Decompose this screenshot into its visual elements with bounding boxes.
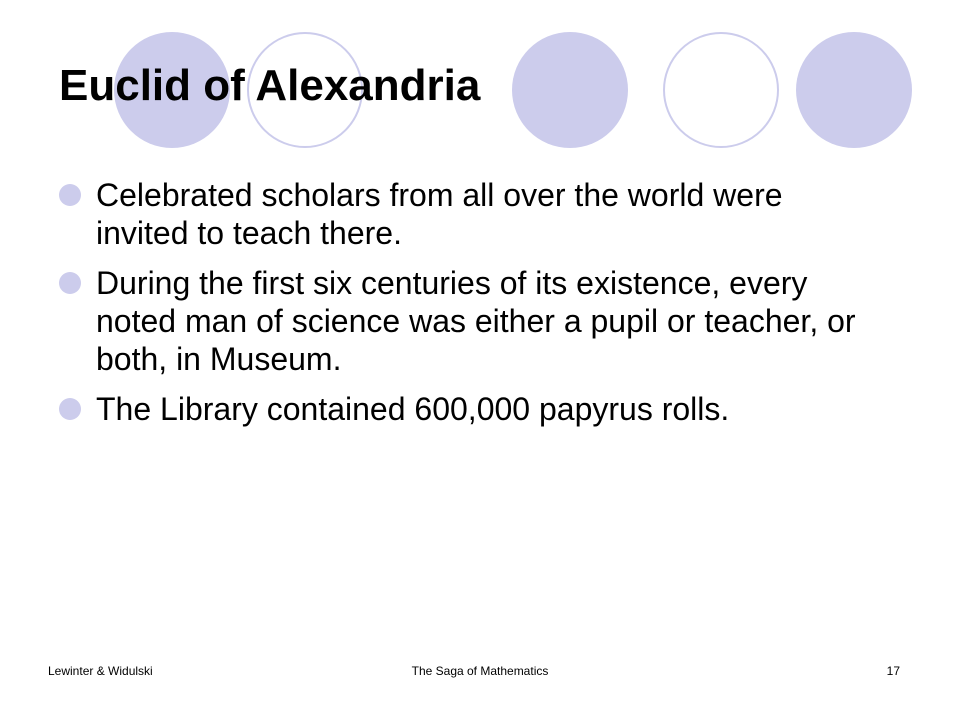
decorative-circle-filled-2 xyxy=(512,32,628,148)
bullet-list xyxy=(59,176,879,440)
bullet-item xyxy=(59,264,879,378)
bullet-text: During the first six centuries of its existence, every noted man of science was either a pupil or teacher, or both, in Museum. xyxy=(96,265,856,377)
bullet-dot-icon xyxy=(59,272,81,294)
decorative-circle-filled-3 xyxy=(796,32,912,148)
bullet-text: Celebrated scholars from all over the world were invited to teach there. xyxy=(96,177,783,251)
footer-authors: Lewinter & Widulski xyxy=(48,664,153,678)
bullet-dot-icon xyxy=(59,184,81,206)
footer-page-number: 17 xyxy=(886,664,900,678)
bullet-text: The Library contained 600,000 papyrus rolls. xyxy=(96,391,730,427)
bullet-item xyxy=(59,176,879,252)
bullet-item xyxy=(59,390,879,428)
footer-presentation-title: The Saga of Mathematics xyxy=(411,664,549,678)
bullet-dot-icon xyxy=(59,398,81,420)
slide-title: Euclid of Alexandria xyxy=(59,61,481,110)
decorative-circle-outline-2 xyxy=(663,32,779,148)
